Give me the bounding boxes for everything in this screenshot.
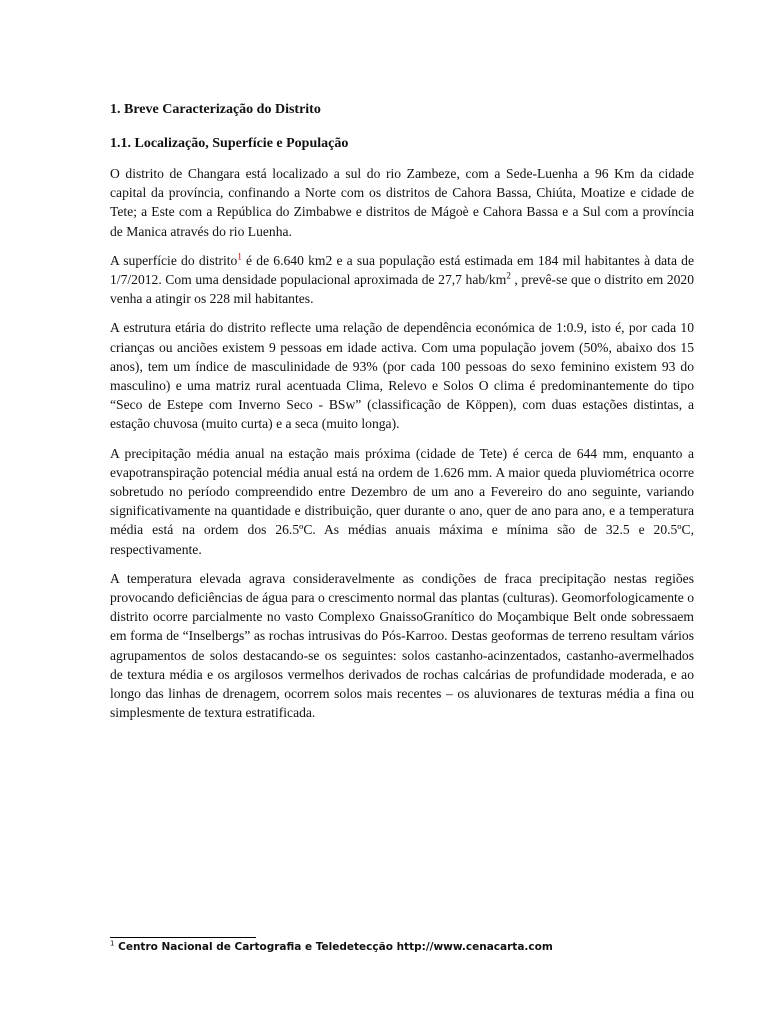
- paragraph-age-structure: A estrutura etária do distrito reflecte uma relação de dependência económica de 1:0.9, isto é, por cada 10 crianças ou anciões existem 9 pessoas em idade activa. Com uma população jovem (50%, abaixo dos 15 anos), tem um índice de masculinidade de 93% (por cada 100 pessoas do sexo feminino existem 93 do masculino) e uma matriz rural acentuada Clima, Relevo e Solos O clima é predominantemente do tipo “Seco de Estepe com Inverno Seco - BSw” (classificação de Köppen), com duas estações distintas, a estação chuvosa (muito curta) e a seca (muito longa).: [110, 320, 694, 432]
- paragraph-population-text-2: é de 6.640 km2 e a sua população está estimada em 184 mil habitantes à data de 1/7/2012. Com uma densidade populacional aproximada de 27,7 hab/km: [110, 252, 694, 288]
- document-body: [110, 100, 694, 732]
- squared-superscript: 2: [506, 270, 511, 281]
- paragraph-precipitation: A precipitação média anual na estação mais próxima (cidade de Tete) é cerca de 644 mm, enquanto a evapotranspiração potencial média anual está na ordem de 1.626 mm. A maior queda pluviométrica ocorre sobretudo no período compreendido entre Dezembro de um ano a Fevereiro do ano seguinte, variando significativamente na quantidade e distribuição, quer durante o ano, quer de ano para ano, e a temperatura média está na ordem dos 26.5ºC. As médias anuais máxima e mínima são de 32.5 e 20.5ºC, respectivamente.: [110, 445, 694, 557]
- footnote-text: Centro Nacional de Cartografia e Teledetecção http://www.cenacarta.com: [114, 941, 553, 953]
- paragraph-population-text-1: A superfície do distrito: [110, 252, 238, 268]
- footnote-divider: [110, 937, 256, 938]
- paragraph-location: O distrito de Changara está localizado a sul do rio Zambeze, com a Sede-Luenha a 96 Km da cidade capital da província, confinando a Norte com os distritos de Cahora Bassa, Chiúta, Moatize e cidade de Tete; a Este com a República do Zimbabwe e distritos de Mágoè e Cahora Bassa e a Sul com a província de Manica através do rio Luenha.: [110, 166, 694, 239]
- footnote-reference[interactable]: 1: [237, 251, 242, 262]
- paragraph-population: [110, 251, 694, 309]
- footnote-marker: 1: [110, 939, 115, 948]
- paragraph-population-text-3: , prevê-se que o distrito em 2020 venha a atingir os 228 mil habitantes.: [110, 272, 695, 307]
- paragraph-geomorphology: A temperatura elevada agrava consideravelmente as condições de fraca precipitação nestas regiões provocando deficiências de água para o crescimento normal das plantas (culturas). Geomorfologicamente o distrito ocorre parcialmente no vasto Complexo GnaissoGranítico do Moçambique Belt onde sobressaem em forma de “Inselbergs” as rochas intrusivas do Pós-Karroo. Destas geoformas de terreno resultam vários agrupamentos de solos destacando-se os seguintes: solos castanho-acinzentados, castanho-avermelhados de textura média e os argilosos vermelhos derivados de rochas calcárias de profundidade moderada, e ao longo das linhas de drenagem, ocorrem solos mais recentes – os aluvionares de texturas média a fina ou simplesmente de textura estratificada.: [110, 570, 694, 721]
- footnote: [110, 940, 694, 954]
- section-heading: 1. Breve Caracterização do Distrito: [110, 102, 321, 117]
- subsection-heading: 1.1. Localização, Superfície e População: [110, 136, 349, 151]
